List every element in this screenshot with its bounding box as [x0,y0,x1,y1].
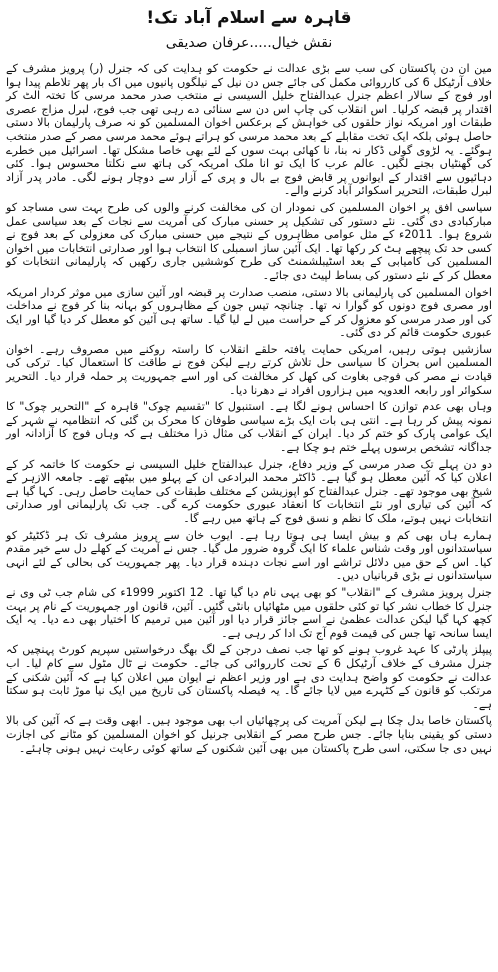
paragraph: پیپلز پارٹی کا عہد غروب ہونے کو تھا جب نصف درجن کے لگ بھگ درخواستیں سپریم کورٹ پہنچیں کہ جنرل مشرف کے خلاف آرٹیکل 6 کے تحت کارروائی کی جائے۔ حکومت نے ٹال مٹول سے کام لیا۔ اب عدالت نے حکومت کو واضح ہدایت دی ہے اور وزیر اعظم نے ایوان میں اعلان کیا ہے کہ آئین شکنی کے مرتکب کو قانون کے کٹہرے میں لایا جائے گا۔ یہ فیصلہ پاکستان کی تاریخ میں ایک نیا موڑ ثابت ہو سکتا ہے۔ [6,643,492,711]
paragraph: جنرل پرویز مشرف کے "انقلاب" کو بھی یہی نام دیا گیا تھا۔ 12 اکتوبر 1999ء کی شام جب ٹی وی نے جنرل کا خطاب نشر کیا تو کئی حلقوں میں مٹھائیاں بانٹی گئیں۔ آئین، قانون اور جمہوریت کے نام پر بہت کچھ کہا گیا لیکن عدالت عظمیٰ نے اسے جائز قرار دیا اور آئین میں ترمیم کا اختیار بھی دے دیا۔ یہ ایک ایسا سانحہ تھا جس کی قیمت قوم آج تک ادا کر رہی ہے۔ [6,585,492,640]
article-headline: قاہرہ سے اسلام آباد تک! [146,8,352,28]
paragraph: پاکستان خاصا بدل چکا ہے لیکن آمریت کی پرچھائیاں اب بھی موجود ہیں۔ ابھی وقت ہے کہ آئین کی بالا دستی کو یقینی بنایا جائے۔ جس طرح مصر کے انقلابی جرنیل کو اخوان المسلمین کو مٹانے کی اجازت نہیں دی جا سکتی، اسی طرح پاکستان میں بھی آئین شکنوں کے ساتھ کوئی رعایت نہیں ہونی چاہئے۔ [6,714,492,755]
paragraph: اخوان المسلمین کی پارلیمانی بالا دستی، منصب صدارت پر قبضہ اور آئین سازی میں موثر کردار امریکہ اور مصری فوج دونوں کو گوارا نہ تھا۔ چنانچہ تیس جون کے مظاہروں کو بہانہ بنا کر فوج نے مداخلت کی اور صدر مرسی کو معزول کر کے حراست میں لے لیا گیا۔ ساتھ ہی آئین کو معطل کر دیا گیا اور ایک عبوری حکومت قائم کر دی گئی۔ [6,285,492,340]
article-body [6,62,492,755]
paragraph: دو دن پہلے تک صدر مرسی کے وزیر دفاع، جنرل عبدالفتاح خلیل السیسی نے حکومت کا خاتمہ کر کے اعلان کیا کہ آئین معطل ہو گیا ہے۔ ڈاکٹر محمد البرادعی ان کے پہلو میں بیٹھے تھے۔ جامعہ الازہر کے شیخ بھی موجود تھے۔ جنرل عبدالفتاح کو اپوزیشن کے مختلف طبقات کی حمایت حاصل رہی۔ کہا گیا ہے کہ آئین کی تیاری اور نئے انتخابات کا انعقاد عبوری حکومت کرے گی۔ جب تک پارلیمانی اور صدارتی انتخابات نہیں ہوتے، ملک کا نظم و نسق فوج کے ہاتھ میں رہے گا۔ [6,457,492,525]
paragraph: وہاں بھی عدم توازن کا احساس ہونے لگا ہے۔ استنبول کا "تقسیم چوک" قاہرہ کے "التحریر چوک" کا نمونہ پیش کر رہا ہے۔ انتی ہی بات ایک بڑے سیاسی طوفان کا محرک بن گئی کہ انتظامیہ نے شہر کے ایک عوامی پارک کو ختم کر دیا۔ ایران کے انقلاب کی مثال ذرا مختلف ہے کہ وہاں فوج کا آزادانہ اور جداگانہ تشخص برسوں پہلے ختم ہو چکا ہے۔ [6,400,492,455]
paragraph: سازشیں ہوتی رہیں، امریکی حمایت یافتہ حلقے انقلاب کا راستہ روکنے میں مصروف رہے۔ اخوان المسلمین اس بحران کا سیاسی حل تلاش کرتے رہے لیکن فوج نے طاقت کا استعمال کیا۔ ترکی کی قیادت نے مصر کی فوجی بغاوت کی کھل کر مخالفت کی اور اسے جمہوریت پر حملہ قرار دیا۔ التحریر سکوائر اور رابعہ العدویہ میں ہزاروں افراد نے دھرنا دیا۔ [6,342,492,397]
paragraph: مین ان دن پاکستان کی سب سے بڑی عدالت نے حکومت کو ہدایت کی کہ جنرل (ر) پرویز مشرف کے خلاف آرٹیکل 6 کی کارروائی مکمل کی جائے جس دن نیل کے نیلگوں پانیوں میں اک بار پھر تلاطم پیدا ہوا اور فوج کے سالار اعظم جنرل عبدالفتاح خلیل السیسی نے منتخب صدر محمد مرسی کا تختہ الٹ کر اقتدار پر قبضہ کرلیا۔ اس انقلاب کی چاپ اس دن سے سنائی دے رہی تھی جب فوج، لبرل مزاج عصری طبقات اور امریکہ نواز حلقوں کی خواہش کے برعکس اخوان المسلمین کو نہ صرف پارلیمان بالا دستی حاصل ہوئی بلکہ ایک تخت مقابلے کے بعد محمد مرسی کو ہراتے ہوئے محمد مرسی مصر کے صدر منتخب ہوگئے۔ یہ لڑوی گولی ڈکار نہ بنا، نا کھائی بہت سوں کے لئے بھی خاصا مشکل تھا۔ اسرائیل میں خطرے کی گھنٹیاں بجنے لگیں۔ عالم عرب کا ایک تو انا ملک امریکہ کی ہاتھ سے نکلتا محسوس ہوا۔ کئی دہائیوں سے اقتدار کے ایوانوں پر قابض فوج بے بال و پری کے آزار سے دوچار ہونے لگی۔ مادر پدر آزاد لبرل طبقات، التحریر اسکوائر آباد کرنے والے۔ [6,62,493,198]
paragraph: سیاسی افق پر اخوان المسلمین کی نمودار ان کی مخالفت کرنے والوں کی طرح بہت سی مساجد کو مبارکبادی دی گئی۔ نئے دستور کی تشکیل پر حسنی مبارک کی آمریت سے نجات کے بعد سیاسی عمل شروع ہوا۔ 2011ء کے مثل عوامی مظاہروں کے نتیجے میں حسنی مبارک کی معزولی کے بعد فوج نے کسی حد تک پیچھے ہٹ کر رکھا تھا۔ ایک آئین ساز اسمبلی کا انتخاب ہوا اور صدارتی انتخابات میں اخوان المسلمین کی کامیابی کے بعد اسٹیبلشمنٹ کی طرح کوششیں جاری رکھیں کہ پارلیمانی انتخابات کو معطل کر کے نئے دستور کی بساط لپیٹ دی جائے۔ [6,200,492,282]
article-byline: نقش خیال.....عرفان صدیقی [165,35,333,51]
paragraph: ہمارے ہاں بھی کم و بیش ایسا ہی ہوتا رہا ہے۔ ایوب خان سے پرویز مشرف تک ہر ڈکٹیٹر کو سیاستدانوں اور وقت شناس علماء کا ایک گروہ ضرور مل گیا۔ جس نے آمریت کے کھلے دل سے خیر مقدم کیا۔ اس کے حق میں دلائل تراشے اور اسے نجات دہندہ قرار دیا۔ پھر جمہوریت کی بحالی کے لئے انہی سیاستدانوں نے بڑی قربانیاں دیں۔ [6,528,492,583]
